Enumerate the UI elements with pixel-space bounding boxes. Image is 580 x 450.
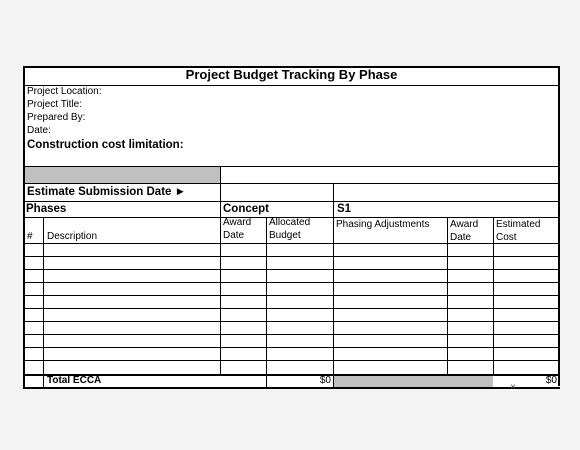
stray-x-mark: × (510, 382, 516, 393)
col-rule-phasing (447, 217, 448, 375)
col-header-phasing-adjustments: Phasing Adjustments (336, 219, 430, 230)
rule-under-header (23, 166, 560, 167)
data-row-rule (23, 282, 560, 283)
col-rule-description (220, 166, 221, 375)
col-rule-award1 (266, 217, 267, 388)
col-header-allocated-budget-line1: Allocated (269, 217, 311, 228)
col-header-award-date-2-line1: Award (450, 219, 479, 230)
data-row-rule (23, 308, 560, 309)
frame-right (558, 66, 560, 386)
col-rule-award2 (493, 217, 494, 375)
total-allocated-value: $0 (319, 375, 331, 386)
data-row-rule (23, 347, 560, 348)
data-row-rule (23, 269, 560, 270)
data-row-rule (23, 321, 560, 322)
rule-col-header-bottom (23, 243, 560, 244)
frame-left (23, 66, 25, 389)
construction-limit-label: Construction cost limitation: (27, 139, 184, 151)
s1-label: S1 (337, 203, 352, 215)
field-date: Date: (27, 125, 51, 136)
col-header-award-date-1-line2: Date (223, 230, 245, 241)
total-ecca-label: Total ECCA (47, 375, 102, 386)
col-rule-hash (43, 217, 44, 388)
rule-under-title (23, 85, 560, 86)
estimate-submission-label: Estimate Submission Date ► (27, 186, 187, 198)
col-header-description: Description (47, 231, 98, 242)
data-row-rule (23, 256, 560, 257)
col-header-estimated-cost-line1: Estimated (496, 219, 541, 230)
col-header-award-date-2-line2: Date (450, 232, 472, 243)
frame-bottom (23, 387, 560, 389)
field-prepared-by: Prepared By: (27, 112, 86, 123)
col-rule-budget (333, 183, 334, 388)
concept-label: Concept (223, 203, 269, 215)
field-project-location: Project Location: (27, 86, 102, 97)
col-header-estimated-cost-line2: Cost (496, 232, 517, 243)
data-row-rule (23, 360, 560, 361)
data-row-rule (23, 295, 560, 296)
data-row-rule (23, 334, 560, 335)
field-project-title: Project Title: (27, 99, 83, 110)
col-header-allocated-budget-line2: Budget (269, 230, 301, 241)
rule-row-1 (23, 183, 560, 184)
col-header-award-date-1-line1: Award (223, 217, 252, 228)
total-estimated-value: $0 (545, 375, 557, 386)
col-header-hash: # (27, 231, 33, 242)
form-title: Project Budget Tracking By Phase (185, 67, 398, 82)
phases-label: Phases (26, 203, 67, 215)
rule-row-2 (23, 201, 560, 202)
